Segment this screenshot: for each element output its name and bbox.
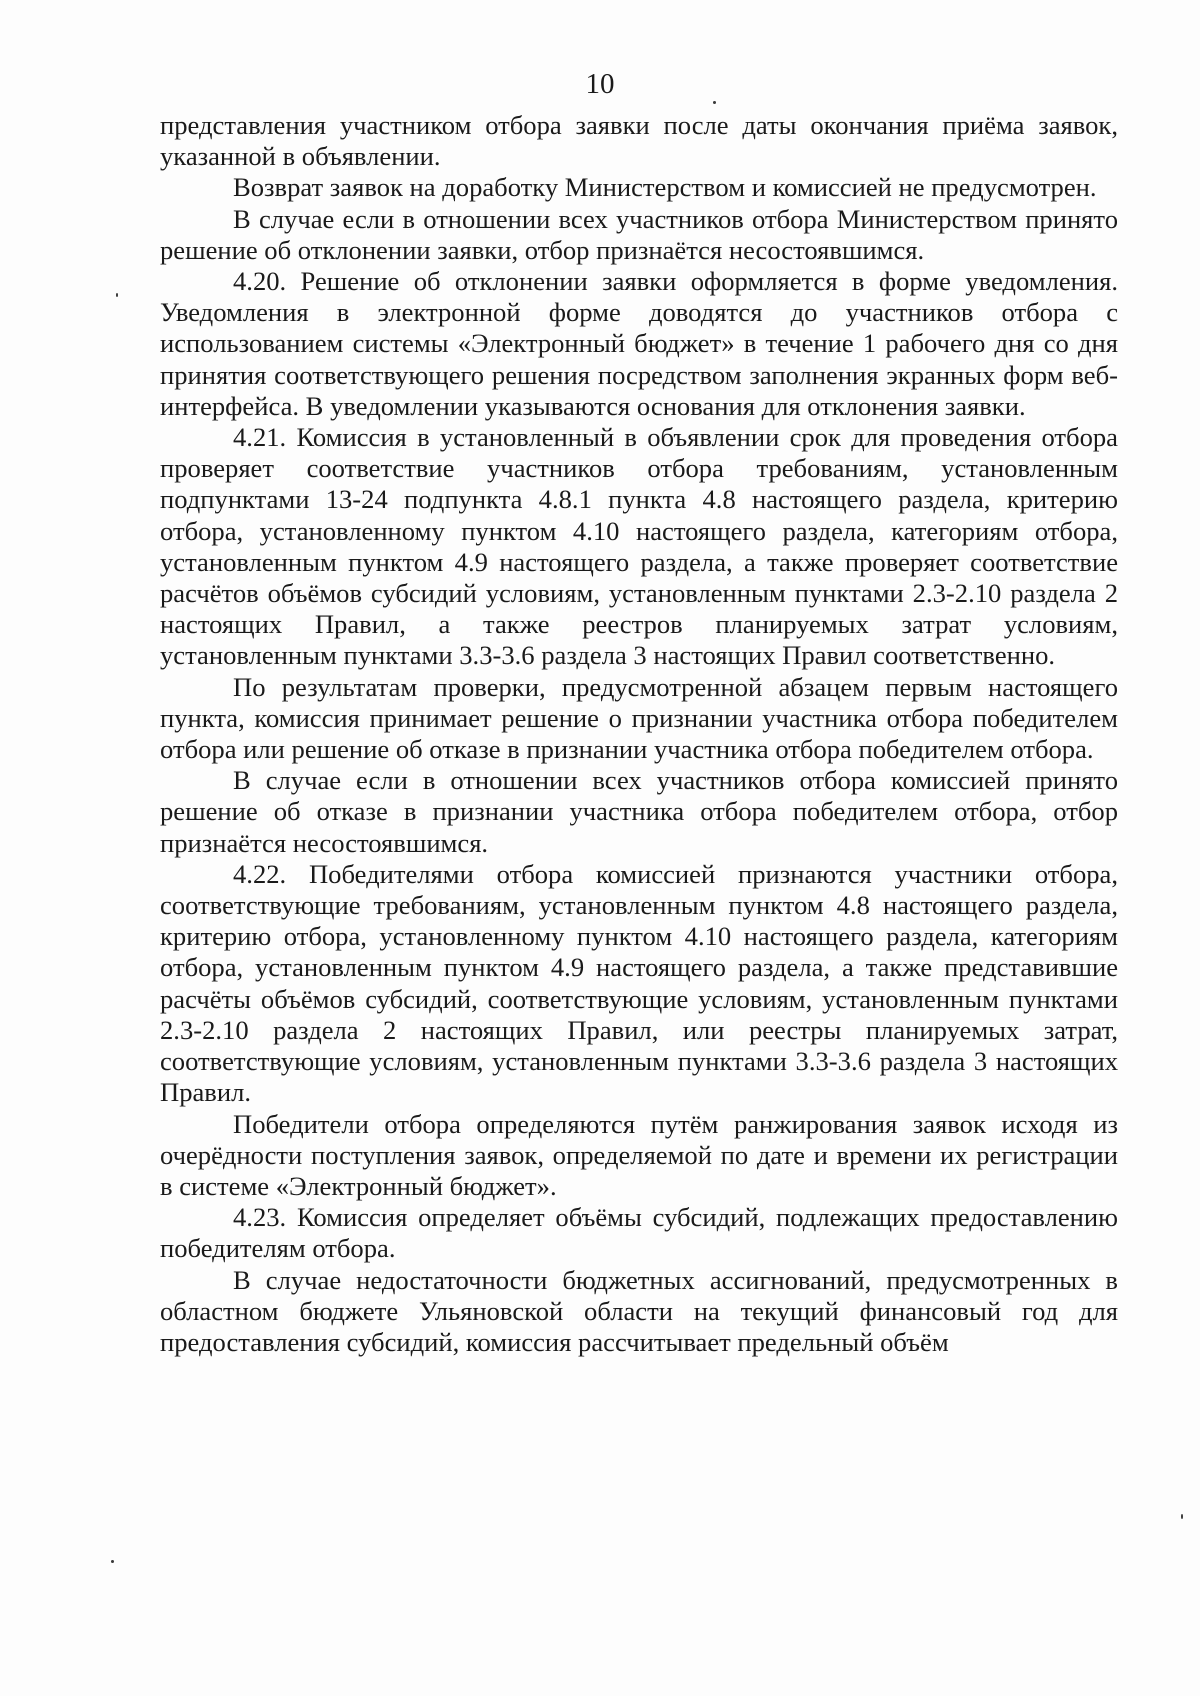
paragraph-4-20: 4.20. Решение об отклонении заявки оформляется в форме уведомления. Уведомления в электронной форме доводятся до участников отбора с использованием системы «Электронный бюджет» в течение 1 рабочего дня со дня принятия соответствующего решения посредством заполнения экранных форм веб-интерфейса. В уведомлении указываются основания для отклонения заявки. — [160, 266, 1118, 421]
paragraph-selection-failed-commission: В случае если в отношении всех участников отбора комиссией принято решение об отказе в признании участника отбора победителем отбора, отбор признаётся несостоявшимся. — [160, 765, 1118, 858]
paragraph-continuation: представления участником отбора заявки после даты окончания приёма заявок, указанной в объявлении. — [160, 110, 1118, 172]
paragraph-return-of-applications: Возврат заявок на доработку Министерством и комиссией не предусмотрен. — [233, 172, 1097, 203]
scan-speck — [111, 1560, 114, 1563]
paragraph-winner-ranking: Победители отбора определяются путём ранжирования заявок исходя из очерёдности поступления заявок, определяемой по дате и времени их регистрации в системе «Электронный бюджет». — [160, 1108, 1118, 1201]
paragraph-4-22: 4.22. Победителями отбора комиссией признаются участники отбора, соответствующие требованиям, установленным пунктом 4.8 настоящего раздела, критерию отбора, установленному пунктом 4.10 настоящего раздела, категориям отбора, установленным пунктом 4.9 настоящего раздела, а также представившие расчёты объёмов субсидий, соответствующие условиям, установленным пунктами 2.3-2.10 раздела 2 настоящих Правил, или реестры планируемых затрат, соответствующие условиям, установленным пунктами 3.3-3.6 раздела 3 настоящих Правил. — [160, 858, 1118, 1108]
paragraph-selection-failed-ministry: В случае если в отношении всех участников отбора Министерством принято решение об отклонении заявки, отбор признаётся несостоявшимся. — [160, 203, 1118, 265]
paragraph-4-23: 4.23. Комиссия определяет объёмы субсидий, подлежащих предоставлению победителям отбора. — [160, 1202, 1118, 1264]
paragraph-check-results: По результатам проверки, предусмотренной абзацем первым настоящего пункта, комиссия принимает решение о признании участника отбора победителем отбора или решение об отказе в признании участника отбора победителем отбора. — [160, 671, 1118, 765]
document-body — [160, 110, 1118, 1358]
scan-speck — [1181, 1514, 1183, 1519]
scan-speck — [116, 293, 118, 297]
paragraph-4-21: 4.21. Комиссия в установленный в объявлении срок для проведения отбора проверяет соответствие участников отбора требованиям, установленным подпунктами 13-24 подпункта 4.8.1 пункта 4.8 настоящего раздела, критерию отбора, установленному пунктом 4.10 настоящего раздела, категориям отбора, установленным пунктом 4.9 настоящего раздела, а также проверяет соответствие расчётов объёмов субсидий условиям, установленным пунктами 2.3-2.10 раздела 2 настоящих Правил, а также реестров планируемых затрат условиям, установленным пунктами 3.3-3.6 раздела 3 настоящих Правил соответственно. — [160, 422, 1118, 671]
scan-speck — [713, 101, 716, 104]
paragraph-budget-insufficiency: В случае недостаточности бюджетных ассигнований, предусмотренных в областном бюджете Ульяновской области на текущий финансовый год для предоставления субсидий, комиссия рассчитывает предельный объём — [160, 1264, 1118, 1357]
page-number: 10 — [585, 68, 615, 100]
